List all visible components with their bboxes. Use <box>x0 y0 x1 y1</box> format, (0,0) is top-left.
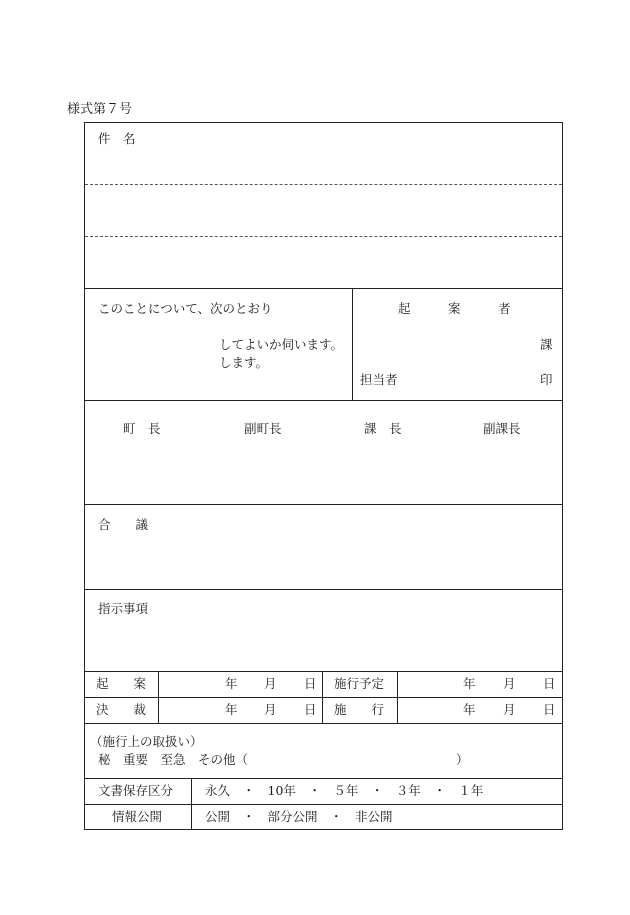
planned-day[interactable]: 日 <box>543 676 556 691</box>
enforce-month[interactable]: 月 <box>503 702 516 717</box>
retention-options[interactable]: 永久 ・ 10年 ・ ５年 ・ ３年 ・ １年 <box>205 783 484 798</box>
approver-section-chief: 課 長 <box>364 421 402 436</box>
handling-title: （施行上の取扱い） <box>90 734 203 749</box>
row-divider <box>85 288 562 289</box>
draft-date-label: 起 案 <box>96 676 147 691</box>
subject-divider-2 <box>85 236 562 237</box>
draft-year[interactable]: 年 <box>225 676 238 691</box>
instructions-label: 指示事項 <box>98 601 149 616</box>
disclosure-options[interactable]: 公開 ・ 部分公開 ・ 非公開 <box>205 809 393 824</box>
purpose-option-ask[interactable]: してよいか伺います。 <box>219 337 344 352</box>
section-suffix: 課 <box>540 337 553 352</box>
row-divider <box>85 697 562 698</box>
col-divider <box>322 671 323 723</box>
subject-label: 件 名 <box>98 131 136 146</box>
purpose-option-do[interactable]: します。 <box>219 355 269 370</box>
consultation-label: 合 議 <box>98 517 149 532</box>
decision-year[interactable]: 年 <box>225 702 238 717</box>
subject-line-1[interactable] <box>86 186 561 234</box>
row-divider <box>85 671 562 672</box>
planned-date-label: 施行予定 <box>334 676 385 691</box>
planned-year[interactable]: 年 <box>463 676 476 691</box>
row-divider <box>85 589 562 590</box>
approver-deputy-chief: 副課長 <box>483 421 521 436</box>
draft-day[interactable]: 日 <box>304 676 317 691</box>
approver-deputy-mayor: 副町長 <box>244 421 282 436</box>
row-divider <box>85 504 562 505</box>
planned-month[interactable]: 月 <box>503 676 516 691</box>
col-divider <box>352 288 353 400</box>
seal-label: 印 <box>540 372 553 387</box>
originator-header: 起 案 者 <box>398 301 511 316</box>
form-number: 様式第７号 <box>67 102 133 117</box>
handling-options[interactable]: 秘 重要 至急 その他（ <box>98 752 249 767</box>
decision-month[interactable]: 月 <box>264 702 277 717</box>
enforce-year[interactable]: 年 <box>463 702 476 717</box>
decision-date-label: 決 裁 <box>96 702 147 717</box>
subject-divider-1 <box>85 184 562 185</box>
decision-day[interactable]: 日 <box>304 702 317 717</box>
row-divider <box>85 778 562 779</box>
row-divider <box>85 400 562 401</box>
handling-close-paren: ） <box>456 752 469 767</box>
col-divider <box>158 671 159 723</box>
enforce-day[interactable]: 日 <box>543 702 556 717</box>
approver-mayor: 町 長 <box>123 421 161 436</box>
col-divider <box>397 671 398 723</box>
row-divider <box>85 804 562 805</box>
row-divider <box>85 723 562 724</box>
draft-month[interactable]: 月 <box>264 676 277 691</box>
disclosure-label: 情報公開 <box>112 809 163 824</box>
enforce-date-label: 施 行 <box>334 702 385 717</box>
purpose-intro: このことについて、次のとおり <box>98 301 273 316</box>
retention-label: 文書保存区分 <box>98 783 174 798</box>
subject-line-2[interactable] <box>86 238 561 286</box>
person-label: 担当者 <box>360 372 398 387</box>
